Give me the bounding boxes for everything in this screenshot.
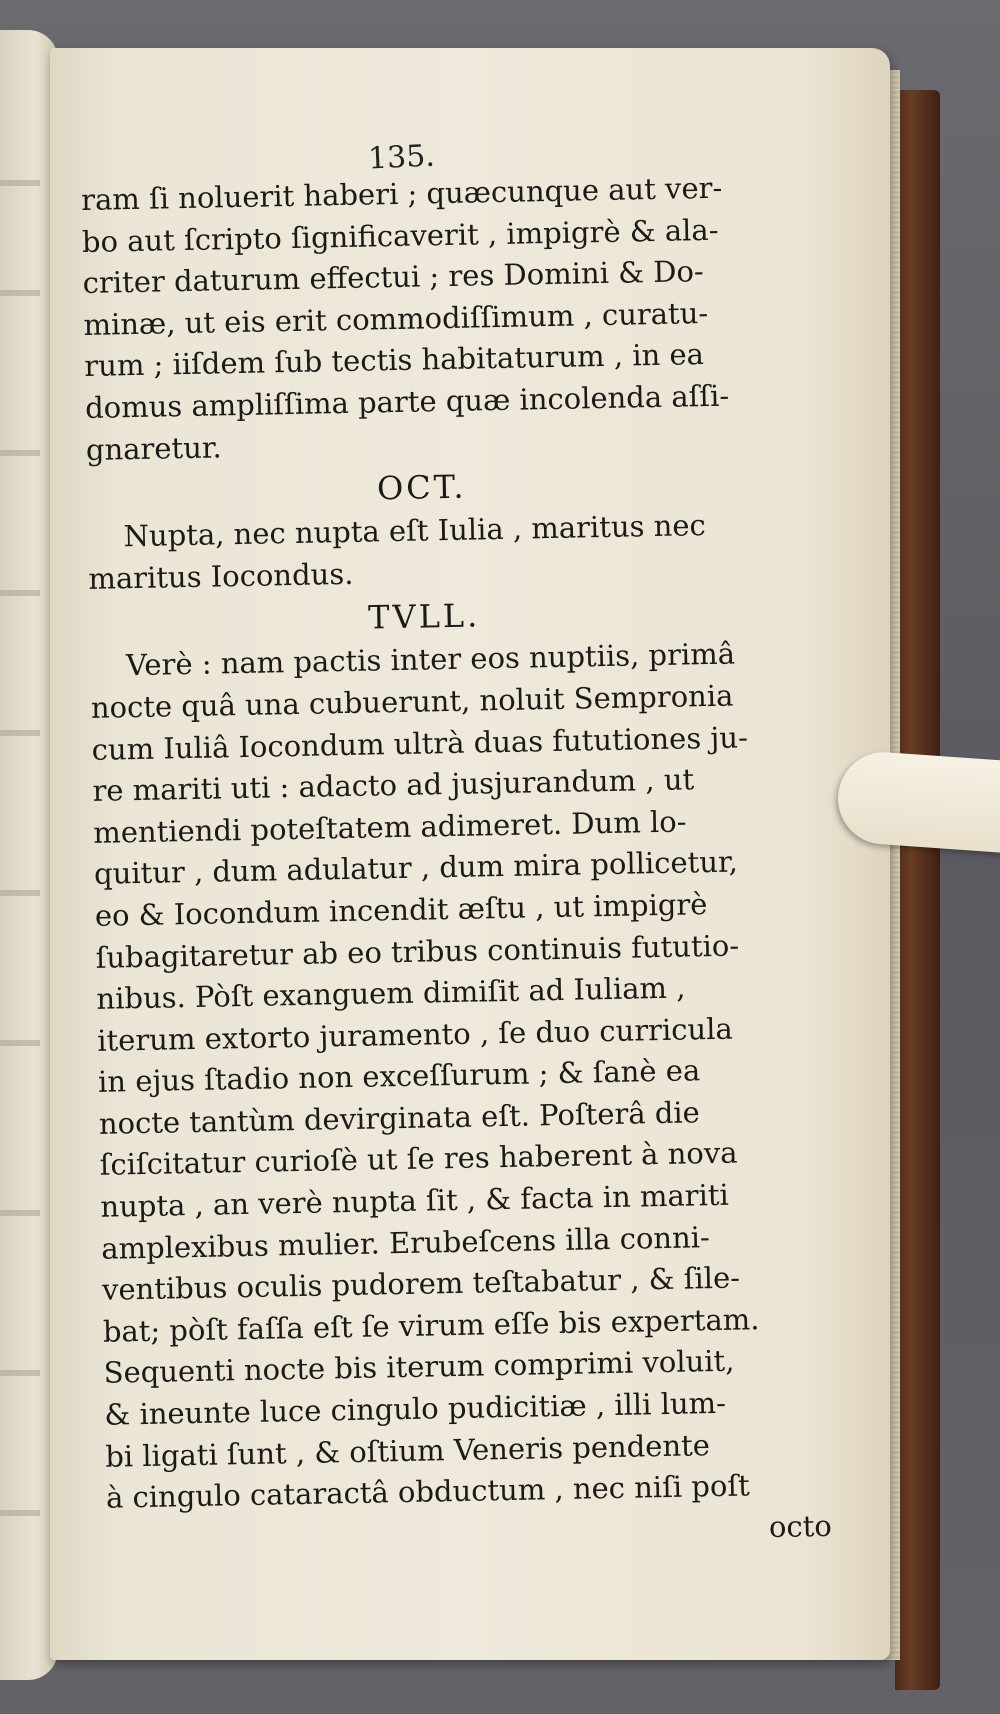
speaker-heading-oct: OCT. — [376, 467, 467, 508]
text-line: cum Iuliâ Iocondum ultrà duas fututiones ju- — [91, 719, 749, 767]
bleed-through-line — [0, 290, 40, 296]
text-line: ſciſcitatur curioſè ut ſe res haberent à nova — [99, 1136, 738, 1183]
text-line: in ejus ſtadio non exceſſurum ; & ſanè ea — [97, 1053, 701, 1100]
text-line: rum ; iiſdem ſub tectis habitaturum , in ea — [84, 337, 705, 384]
text-line: nibus. Pòſt exanguem dimiſit ad Iuliam , — [96, 970, 686, 1016]
text-line: maritus Iocondus. — [88, 556, 354, 596]
text-line: Sequenti nocte bis iterum comprimi voluit, — [103, 1344, 735, 1391]
text-line: ſubagitaretur ab eo tribus continuis fututio- — [95, 927, 740, 975]
text-line: iterum extorto juramento , ſe duo curricula — [96, 1011, 734, 1058]
text-line: ventibus oculis pudorem teſtabatur , & ſile- — [101, 1260, 741, 1308]
bleed-through-line — [0, 1370, 40, 1376]
text-line: minæ, ut eis erit commodiſſimum , curatu- — [83, 295, 709, 342]
bleed-through-line — [0, 1210, 40, 1216]
text-line: Verè : nam pactis inter eos nuptiis, primâ — [125, 636, 736, 683]
text-line: nupta , an verè nupta ſit , & facta in mariti — [100, 1177, 730, 1224]
bleed-through-line — [0, 180, 40, 186]
text-line: bi ligati ſunt , & oſtium Veneris pendente — [104, 1427, 711, 1474]
text-line: domus ampliſſima parte quæ incolenda aſſi- — [84, 378, 730, 425]
text-line: eo & Iocondum incendit æſtu , ut impigrè — [94, 887, 708, 933]
speaker-heading-tull: TVLL. — [367, 596, 481, 637]
text-line: criter daturum effectui ; res Domini & Do- — [82, 254, 704, 301]
text-line: ram ſi noluerit haberi ; quæcunque aut ver- — [80, 170, 723, 217]
text-line: à cingulo cataractâ obductum , nec niſi poſt — [105, 1468, 751, 1515]
page-text-block — [80, 126, 837, 1561]
bleed-through-line — [0, 590, 40, 596]
page-number: 135. — [367, 138, 436, 177]
book-cover-edge — [895, 90, 940, 1690]
text-line: re mariti uti : adacto ad jusjurandum , ut — [92, 762, 695, 809]
text-line: bo aut ſcripto ſignificaverit , impigrè & ala- — [81, 212, 719, 259]
text-line: amplexibus mulier. Erubeſcens illa conni- — [100, 1219, 711, 1266]
text-line: Nupta, nec nupta eſt Iulia , maritus nec — [123, 508, 707, 554]
bleed-through-line — [0, 450, 40, 456]
text-line: & ineunte luce cingulo pudicitiæ , illi lum- — [104, 1385, 727, 1432]
text-line: nocte quâ una cubuerunt, noluit Sempronia — [90, 678, 734, 725]
text-line: quitur , dum adulatur , dum mira pollicetur, — [93, 844, 739, 892]
bleed-through-line — [0, 1040, 40, 1046]
text-line: gnaretur. — [85, 429, 223, 467]
text-line: bat; pòſt faſſa eſt ſe virum eſſe bis expertam. — [102, 1302, 760, 1349]
bleed-through-line — [0, 890, 40, 896]
bleed-through-line — [0, 730, 40, 736]
text-line: nocte tantùm devirginata eſt. Poſterâ die — [98, 1095, 701, 1141]
page-weight-holder — [835, 749, 1000, 853]
bleed-through-line — [0, 1510, 40, 1516]
catchword: octo — [768, 1508, 833, 1544]
text-line: mentiendi poteſtatem adimeret. Dum lo- — [92, 804, 687, 850]
